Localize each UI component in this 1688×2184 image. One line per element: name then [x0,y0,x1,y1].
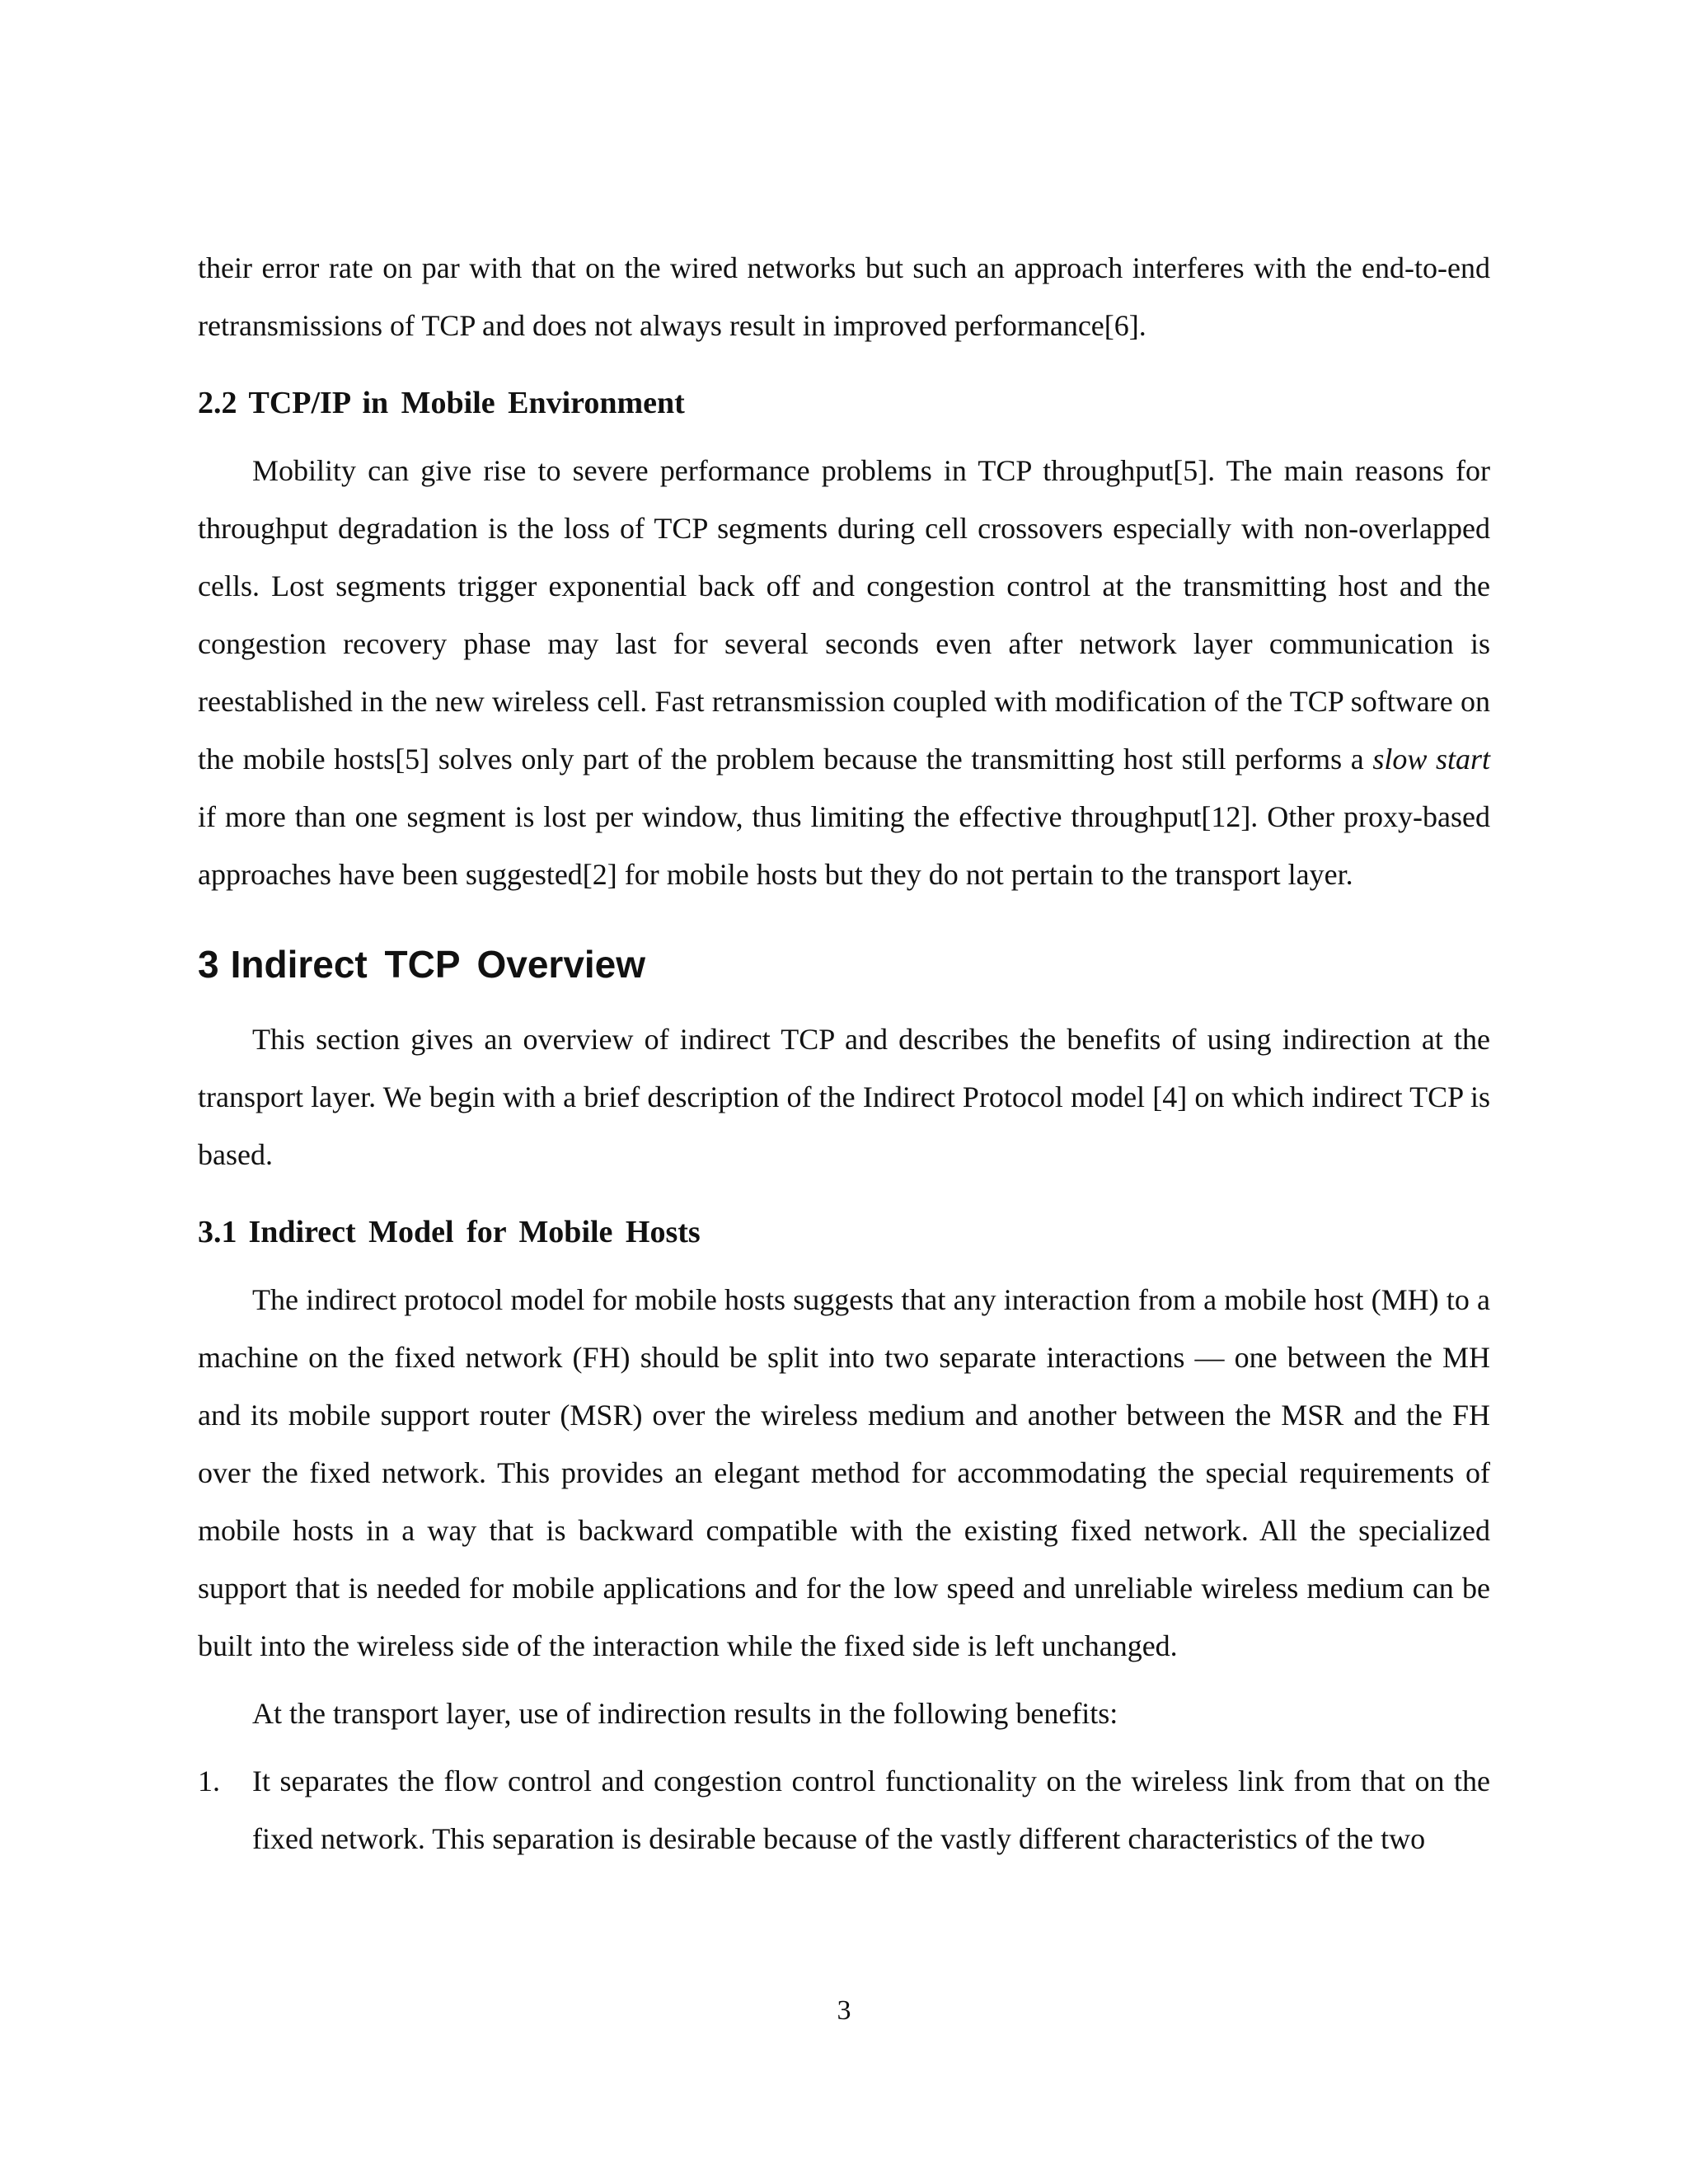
section-number: 3 [198,943,219,986]
paragraph-benefits-intro: At the transport layer, use of indirection results in the following benefits: [252,1697,1118,1730]
paragraph-overview: This section gives an overview of indirect TCP and describes the benefits of using indirection at the transport layer. We begin with a brief description of the Indirect Protocol model [4] on which indirect TCP is based. [198,1023,1490,1171]
paragraph-indirect-model: The indirect protocol model for mobile hosts suggests that any interaction from a mobile host (MH) to a machine on the fixed network (FH) should be split into two separate interactions — one between the MH and its mobile support router (MSR) over the wireless medium and another between the MSR and the FH over the fixed network. This provides an elegant method for accommodating the special requirements of mobile hosts in a way that is backward compatible with the existing fixed network. All the specialized support that is needed for mobile applications and for the low speed and unreliable wireless medium can be built into the wireless side of the interaction while the fixed side is left unchanged. [198,1283,1490,1662]
section-number: 3.1 [198,1215,237,1249]
paragraph-text: if more than one segment is lost per window, thus limiting the effective throughput[12]. Other proxy-based approaches have been suggested[2] for mobile hosts but they do not pertain to the transport layer. [198,800,1490,891]
list-marker: 1. [198,1765,220,1797]
emphasized-term: slow start [1372,743,1491,776]
section-heading-3 [198,940,1490,989]
page-number: 3 [837,1995,851,2026]
paragraph-text: Mobility can give rise to severe performance problems in TCP throughput[5]. The main reasons for throughput degradation is the loss of TCP segments during cell crossovers especially with non-overlapped cells. Lost segments trigger exponential back off and congestion control at the transmitting host and the congestion recovery phase may last for several seconds even after network layer communication is reestablished in the new wireless cell. Fast retransmission coupled with modification of the TCP software on the mobile hosts[5] solves only part of the problem because the transmitting host still performs a [198,454,1490,776]
list-item [198,1752,1490,1868]
paragraph-continuation: their error rate on par with that on the wired networks but such an approach interferes with the end-to-end retransmissions of TCP and does not always result in improved performance[6]. [198,251,1490,342]
list-item-text: It separates the flow control and congestion control functionality on the wireless link from that on the fixed network. This separation is desirable because of the vastly different characteristics of the two [252,1765,1490,1855]
paragraph-mobility [198,442,1490,903]
section-title: TCP/IP in Mobile Environment [248,386,685,420]
section-number: 2.2 [198,386,237,420]
section-heading-2-2 [198,382,1490,424]
page-body [198,239,1490,1868]
section-heading-3-1 [198,1212,1490,1253]
section-title: Indirect Model for Mobile Hosts [248,1215,701,1249]
section-title: Indirect TCP Overview [230,943,646,986]
